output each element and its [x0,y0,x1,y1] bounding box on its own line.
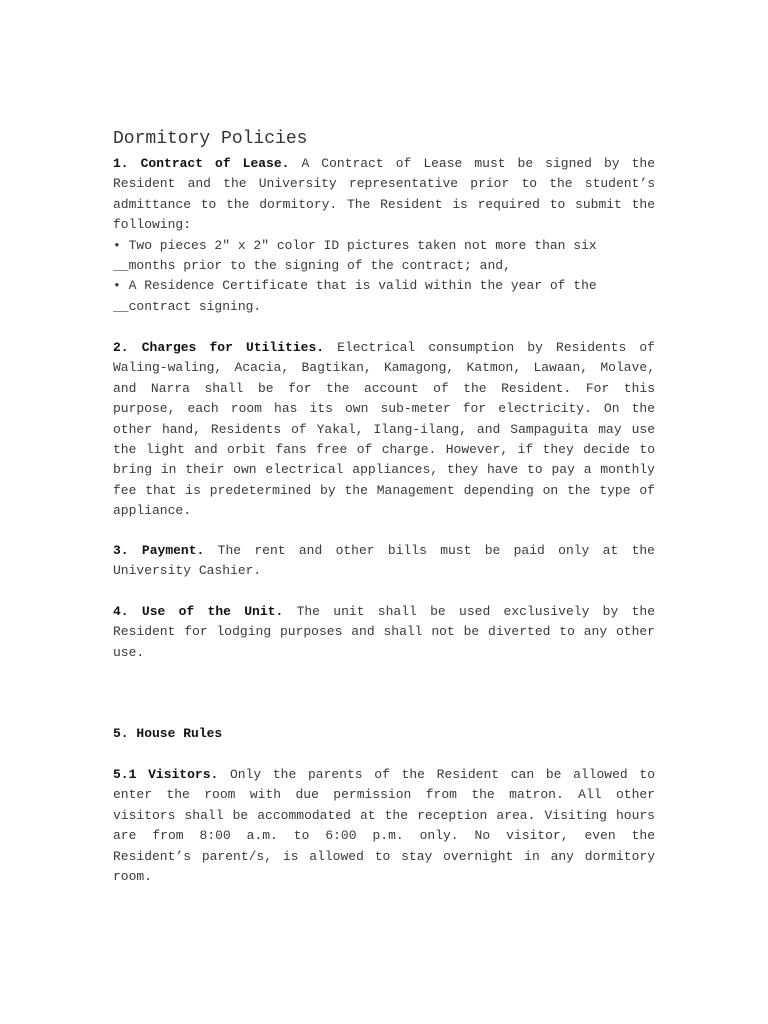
text-line [113,806,655,826]
text-line [113,622,655,642]
line-text: use. [113,644,145,660]
line-text: following: [113,217,192,233]
line-text: The unit shall be used exclusively by the [283,604,655,619]
text-line [113,154,655,174]
section-heading: 4. Use of the Unit. [113,604,284,619]
line-text: other hand, Residents of Yakal, Ilang-ilang, and Sampaguita may use [113,421,655,437]
section-house-rules [113,724,655,744]
text-line [113,867,655,887]
text-line [113,276,655,296]
section-heading: 3. Payment. [113,543,205,558]
line-text: visitors shall be accommodated at the reception area. Visiting hours [113,807,655,823]
text-line [113,602,655,622]
line-text: and Narra shall be for the account of the Resident. For this [113,380,655,396]
text-line [113,440,655,460]
section-payment [113,541,655,582]
line-text: • Two pieces 2" x 2" color ID pictures taken not more than six [113,237,597,253]
text-line [113,785,655,805]
section-heading: 5. House Rules [113,726,223,741]
line-text: __contract signing. [113,298,262,314]
section-visitors [113,765,655,887]
section-heading: 1. Contract of Lease. [113,156,290,171]
document-title: Dormitory Policies [113,129,308,149]
line-text: Electrical consumption by Residents of [324,340,655,355]
section-use-of-the-unit [113,602,655,663]
line-text: admittance to the dormitory. The Resident is required to submit the [113,196,655,212]
text-line [113,501,655,521]
section-heading: 2. Charges for Utilities. [113,340,325,355]
text-line [113,379,655,399]
line-text: Waling-waling, Acacia, Bagtikan, Kamagong, Katmon, Lawaan, Molave, [113,360,655,376]
line-text: room. [113,868,153,884]
section-charges-for-utilities [113,338,655,522]
text-line [113,847,655,867]
text-line [113,256,655,276]
text-line [113,541,655,561]
text-line [113,297,655,317]
line-text: enter the room with due permission from the matron. All other [113,787,655,803]
line-text: • A Residence Certificate that is valid within the year of the [113,278,597,294]
text-line [113,420,655,440]
text-line [113,561,655,581]
line-text: __months prior to the signing of the contract; and, [113,257,511,273]
line-text: purpose, each room has its own sub-meter for electricity. On the [113,401,655,417]
text-line [113,338,655,358]
line-text: University Cashier. [113,563,262,579]
line-text: Resident and the University representative prior to the student’s [113,176,655,192]
section-heading: 5.1 Visitors. [113,767,219,782]
text-line [113,460,655,480]
text-line [113,724,655,744]
line-text: Resident for lodging purposes and shall not be diverted to any other [113,624,655,640]
line-text: bring in their own electrical appliances, they have to pay a monthly [113,462,655,478]
line-text: A Contract of Lease must be signed by the [289,156,656,171]
text-line [113,215,655,235]
text-line [113,195,655,215]
text-line [113,643,655,663]
line-text: Only the parents of the Resident can be allowed to [218,767,655,782]
line-text: The rent and other bills must be paid only at the [204,543,655,558]
line-text: are from 8:00 a.m. to 6:00 p.m. only. No visitor, even the [113,828,655,844]
section-contract-of-lease [113,154,655,317]
line-text: fee that is predetermined by the Management depending on the type of [113,482,655,498]
text-line [113,399,655,419]
text-line [113,358,655,378]
text-line [113,765,655,785]
text-line [113,826,655,846]
text-line [113,481,655,501]
line-text: appliance. [113,503,192,519]
line-text: Resident’s parent/s, is allowed to stay overnight in any dormitory [113,848,655,864]
line-text: the light and orbit fans free of charge. However, if they decide to [113,441,655,457]
text-line [113,236,655,256]
text-line [113,174,655,194]
